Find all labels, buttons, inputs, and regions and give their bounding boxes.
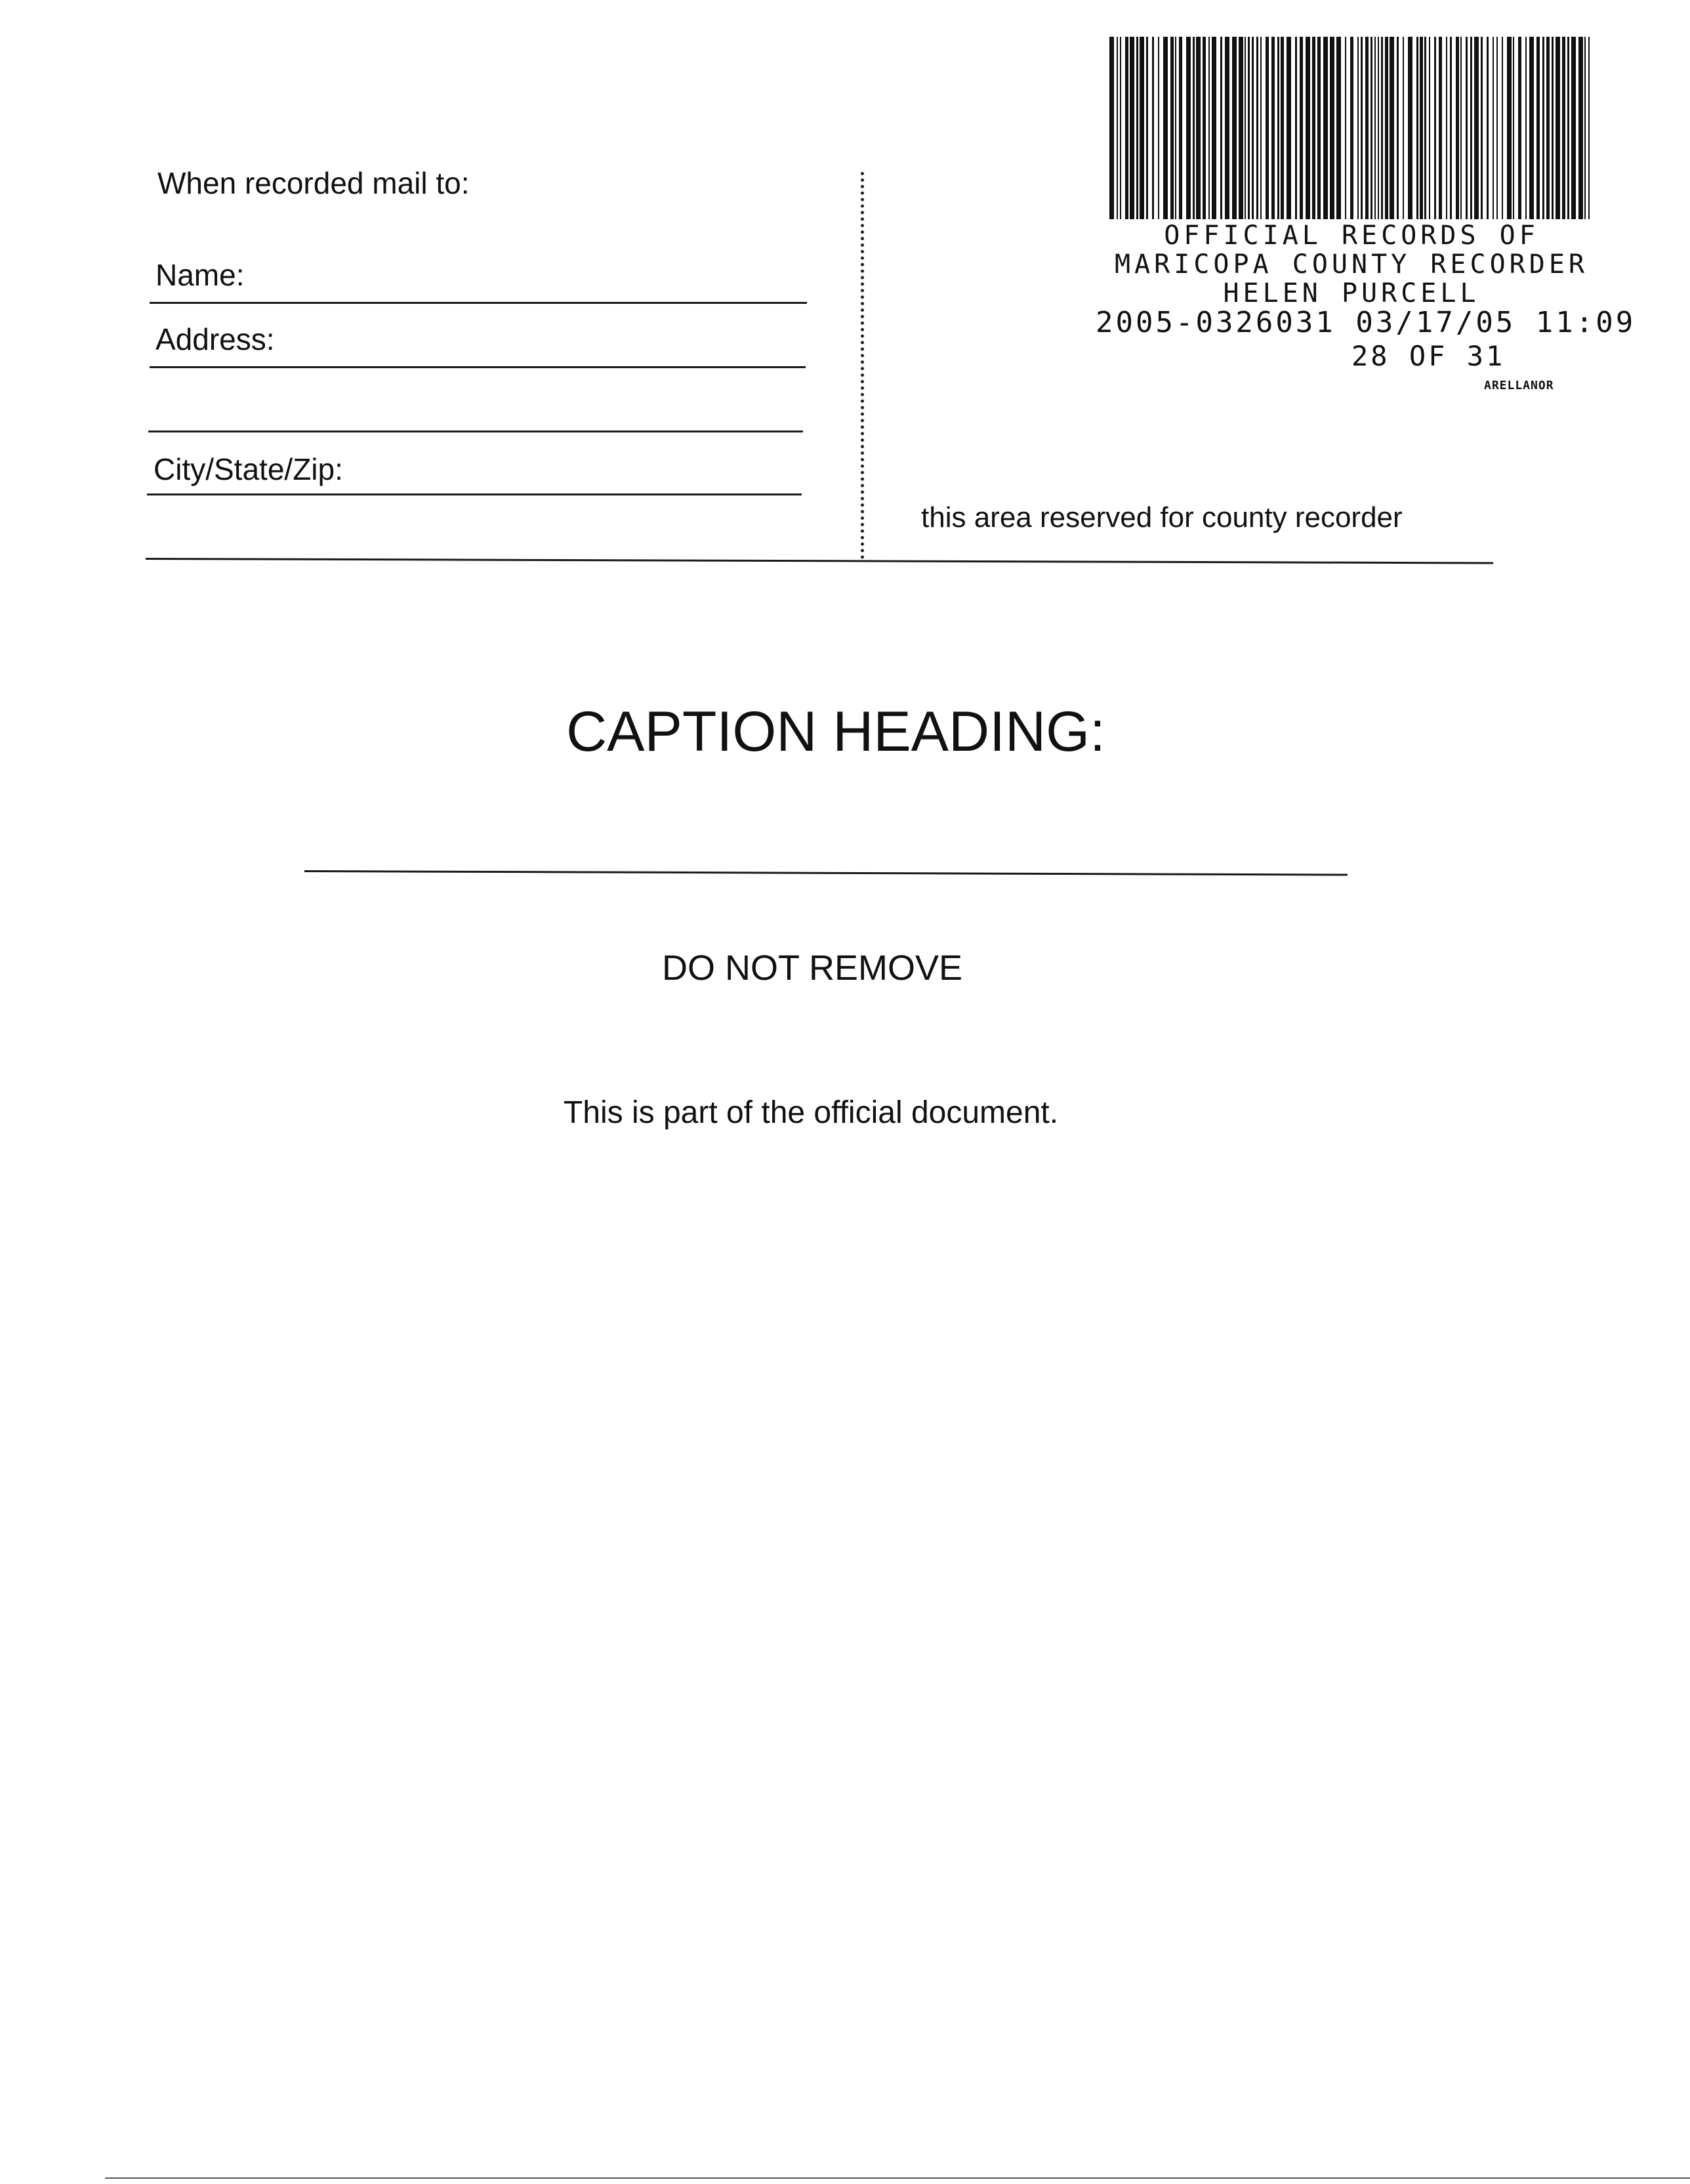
- barcode-bar: [1130, 37, 1134, 219]
- stamp-line-5: 28 OF 31: [1351, 340, 1506, 372]
- barcode-bar: [1502, 37, 1503, 219]
- barcode-bar: [1323, 37, 1328, 219]
- recording-barcode: [1109, 37, 1590, 219]
- barcode-bar: [1175, 37, 1176, 219]
- barcode-bar: [1260, 37, 1262, 219]
- barcode-bar: [1186, 37, 1191, 219]
- barcode-bar: [1357, 37, 1359, 219]
- barcode-bar: [1152, 37, 1154, 219]
- barcode-bar: [1312, 37, 1315, 219]
- barcode-bar: [1529, 37, 1534, 219]
- barcode-bar: [1136, 37, 1138, 219]
- barcode-bar: [1456, 37, 1459, 219]
- do-not-remove-notice: DO NOT REMOVE: [661, 948, 963, 988]
- official-document-statement: This is part of the official document.: [563, 1095, 1059, 1130]
- barcode-bar: [1507, 37, 1512, 219]
- barcode-bar: [1556, 37, 1560, 219]
- barcode-bar: [1220, 37, 1222, 219]
- barcode-bar: [1408, 37, 1412, 219]
- clerk-id: ARELLANOR: [1484, 379, 1554, 392]
- stamp-line-4: 2005-0326031 03/17/05 11:09: [1096, 306, 1636, 339]
- barcode-bar: [1385, 37, 1388, 219]
- barcode-bar: [1571, 37, 1576, 219]
- barcode-bar: [1170, 37, 1174, 219]
- barcode-bar: [1256, 37, 1258, 219]
- barcode-bar: [1212, 37, 1216, 219]
- barcode-bar: [1196, 37, 1201, 219]
- reserved-area-note: this area reserved for county recorder: [921, 501, 1403, 534]
- barcode-bar: [1513, 37, 1514, 219]
- barcode-bar: [1245, 37, 1246, 219]
- barcode-bar: [1434, 37, 1436, 219]
- barcode-bar: [1248, 37, 1250, 219]
- stamp-line-3: HELEN PURCELL: [1223, 278, 1480, 308]
- barcode-bar: [1536, 37, 1540, 219]
- barcode-bar: [1109, 37, 1114, 219]
- barcode-bar: [1578, 37, 1583, 219]
- header-bottom-rule: [146, 558, 1493, 564]
- barcode-bar: [1567, 37, 1569, 219]
- barcode-bar: [1287, 37, 1291, 219]
- caption-heading: CAPTION HEADING:: [566, 700, 1105, 763]
- mail-to-heading: When recorded mail to:: [157, 166, 470, 200]
- barcode-bar: [1163, 37, 1168, 219]
- barcode-bar: [1266, 37, 1269, 219]
- barcode-bar: [1361, 37, 1363, 219]
- barcode-bar: [1546, 37, 1550, 219]
- stamp-line-2: MARICOPA COUNTY RECORDER: [1115, 249, 1588, 280]
- barcode-bar: [1208, 37, 1210, 219]
- city-state-zip-label: City/State/Zip:: [154, 452, 343, 486]
- stamp-line-1: OFFICIAL RECORDS OF: [1164, 220, 1539, 251]
- barcode-bar: [1562, 37, 1565, 219]
- barcode-bar: [1450, 37, 1452, 219]
- barcode-bar: [1487, 37, 1489, 219]
- barcode-bar: [1381, 37, 1383, 219]
- barcode-bar: [1158, 37, 1159, 219]
- barcode-bar: [1424, 37, 1426, 219]
- barcode-bar: [1146, 37, 1148, 219]
- barcode-bar: [1350, 37, 1353, 219]
- barcode-bar: [1179, 37, 1182, 219]
- barcode-bar: [1371, 37, 1372, 219]
- barcode-bar: [1420, 37, 1423, 219]
- barcode-bar: [1193, 37, 1195, 219]
- barcode-bar: [1277, 37, 1279, 219]
- barcode-bar: [1281, 37, 1284, 219]
- city-state-zip-line: [147, 494, 802, 495]
- barcode-bar: [1374, 37, 1376, 219]
- barcode-bar: [1306, 37, 1310, 219]
- barcode-bar: [1140, 37, 1144, 219]
- barcode-bar: [1252, 37, 1254, 219]
- barcode-bar: [1493, 37, 1494, 219]
- caption-rule: [304, 870, 1348, 876]
- barcode-bar: [1117, 37, 1118, 219]
- barcode-bar: [1446, 37, 1447, 219]
- barcode-bar: [1542, 37, 1544, 219]
- barcode-bar: [1439, 37, 1442, 219]
- barcode-bar: [1474, 37, 1479, 219]
- barcode-bar: [1584, 37, 1586, 219]
- barcode-bar: [1330, 37, 1334, 219]
- barcode-bar: [1378, 37, 1379, 219]
- barcode-bar: [1470, 37, 1472, 219]
- barcode-bar: [1416, 37, 1418, 219]
- barcode-bar: [1125, 37, 1128, 219]
- barcode-bar: [1336, 37, 1341, 219]
- barcode-bar: [1390, 37, 1394, 219]
- barcode-bar: [1429, 37, 1430, 219]
- barcode-bar: [1460, 37, 1462, 219]
- name-label: Name:: [155, 258, 245, 292]
- name-line: [150, 302, 807, 304]
- barcode-bar: [1120, 37, 1121, 219]
- address-line-2: [148, 430, 803, 432]
- section-divider: [861, 172, 864, 559]
- scan-bottom-edge: [105, 2177, 1690, 2179]
- barcode-bar: [1345, 37, 1346, 219]
- address-label: Address:: [155, 322, 275, 356]
- barcode-bar: [1466, 37, 1468, 219]
- barcode-bar: [1232, 37, 1237, 219]
- barcode-bar: [1365, 37, 1369, 219]
- barcode-bar: [1403, 37, 1404, 219]
- barcode-bar: [1481, 37, 1483, 219]
- barcode-bar: [1239, 37, 1243, 219]
- barcode-bar: [1295, 37, 1297, 219]
- barcode-bar: [1552, 37, 1554, 219]
- barcode-bar: [1317, 37, 1321, 219]
- barcode-bar: [1300, 37, 1303, 219]
- barcode-bar: [1271, 37, 1275, 219]
- barcode-bar: [1203, 37, 1206, 219]
- barcode-bar: [1225, 37, 1229, 219]
- barcode-bar: [1525, 37, 1527, 219]
- barcode-bar: [1518, 37, 1521, 219]
- barcode-bar: [1588, 37, 1590, 219]
- barcode-bar: [1397, 37, 1399, 219]
- barcode-bar: [1496, 37, 1498, 219]
- address-line: [150, 366, 806, 368]
